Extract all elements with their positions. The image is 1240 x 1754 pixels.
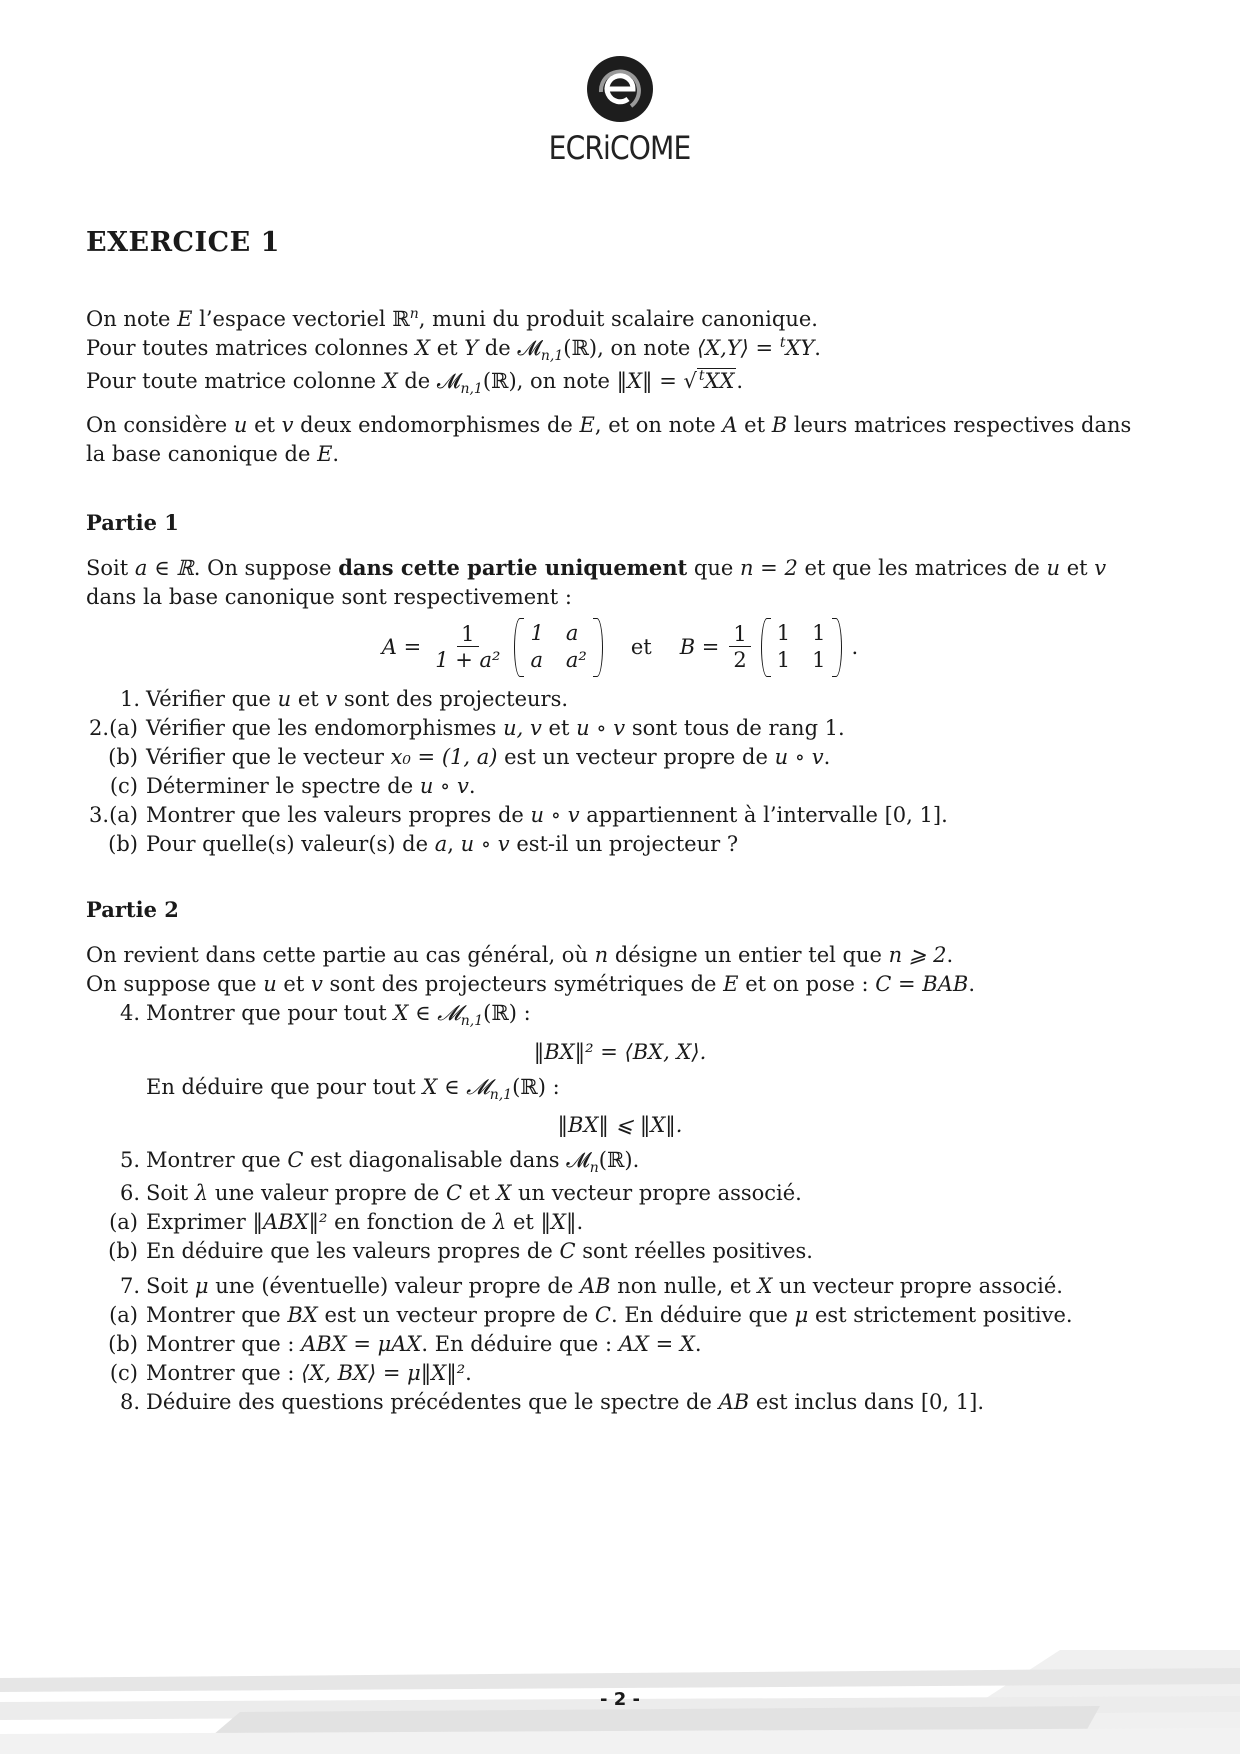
matrix-b-fraction: $\frac{1}{2}$	[729, 622, 750, 673]
intro-line-1: On note E l’espace vectoriel ℝ$^n$, muni du produit scalaire canonique.	[86, 306, 818, 332]
question-6: 6. Soit λ une valeur propre de C et X un vecteur propre associé.	[119, 1180, 802, 1205]
question-7: 7. Soit μ une (éventuelle) valeur propre de AB non nulle, et X un vecteur propre associé.	[119, 1273, 1063, 1298]
question-3a: 3.(a) Montrer que les valeurs propres de u ∘ v appartiennent à l’intervalle [0, 1].	[89, 802, 948, 827]
question-4: 4. Montrer que pour tout X ∈ 𝓜$_{n,1}$(ℝ) :	[119, 1001, 531, 1030]
intro-line-3: Pour toute matrice colonne X de 𝓜$_{n,1}$(ℝ), on note ‖X‖ = √ $^t$XX.	[86, 367, 744, 397]
exercise-title: EXERCICE 1	[86, 227, 280, 258]
ecricome-logo	[0, 56, 1240, 170]
question-3b: (b) Pour quelle(s) valeur(s) de a, u ∘ v est-il un projecteur ?	[108, 831, 739, 856]
part2-intro-2: On suppose que u et v sont des projecteurs symétriques de E et on pose : C = BAB.	[86, 972, 976, 997]
matrix-a-lhs: A =	[381, 634, 422, 659]
question-6a: (a) Exprimer ‖ABX‖² en fonction de λ et ‖X‖.	[109, 1209, 584, 1234]
equation-4-2: ‖BX‖ ⩽ ‖X‖.	[557, 1113, 683, 1138]
matrix-a-fraction: $\frac{1}{\text{1 + a²}}$	[435, 621, 501, 672]
question-2c: (c) Déterminer le spectre de u ∘ v.	[109, 773, 476, 798]
question-5: 5. Montrer que C est diagonalisable dans 𝓜$_n$(ℝ).	[119, 1148, 640, 1177]
question-4-deduction: En déduire que pour tout X ∈ 𝓜$_{n,1}$(ℝ) :	[146, 1074, 560, 1104]
matrix-b-lhs: B =	[679, 634, 720, 659]
part1-title: Partie 1	[86, 510, 179, 536]
intro-line-4: On considère u et v deux endomorphismes de E, et on note A et B leurs matrices respectives dans la base canonique de E.	[86, 413, 1132, 467]
equation-4-1: ‖BX‖² = ⟨BX, X⟩.	[533, 1039, 707, 1064]
matrix-b: 1 1 1 1	[761, 618, 842, 677]
document-body	[86, 224, 1154, 1417]
intro-line-2: Pour toutes matrices colonnes X et Y de 𝓜$_{n,1}$(ℝ), on note ⟨X,Y⟩ = $^t$XY.	[86, 335, 821, 365]
part1-intro: Soit a ∈ ℝ. On suppose dans cette partie uniquement que n = 2 et que les matrices de u et v dans la base canonique sont respectivement :	[86, 555, 1107, 610]
matrix-separator: et	[630, 634, 652, 659]
question-2b: (b) Vérifier que le vecteur x₀ = (1, a) est un vecteur propre de u ∘ v.	[108, 744, 831, 769]
question-7c: (c) Montrer que : ⟨X, BX⟩ = μ‖X‖².	[109, 1360, 472, 1385]
matrix-a: 1 a a a²	[514, 618, 602, 677]
logo-text: ECRiCOME	[549, 129, 691, 167]
question-7a: (a) Montrer que BX est un vecteur propre de C. En déduire que μ est strictement positive.	[109, 1302, 1073, 1327]
page-number: - 2 -	[600, 1689, 640, 1710]
question-7b: (b) Montrer que : ABX = μAX. En déduire que : AX = X.	[108, 1331, 702, 1356]
question-2a: 2.(a) Vérifier que les endomorphismes u, v et u ∘ v sont tous de rang 1.	[89, 715, 845, 740]
part2-intro-1: On revient dans cette partie au cas général, où n désigne un entier tel que n ⩾ 2.	[86, 943, 954, 968]
question-8: 8. Déduire des questions précédentes que le spectre de AB est inclus dans [0, 1].	[119, 1389, 985, 1414]
ecricome-e-icon	[587, 56, 653, 122]
question-1: 1. Vérifier que u et v sont des projecteurs.	[119, 686, 569, 711]
question-6b: (b) En déduire que les valeurs propres de C sont réelles positives.	[108, 1238, 813, 1263]
matrix-definitions: A = $\frac{1}{\text{1 + a²}}$ 1 a a a² et B = $\frac{1}{2}$ 1 1 1 1 .	[86, 618, 1154, 677]
part2-title: Partie 2	[86, 897, 179, 923]
